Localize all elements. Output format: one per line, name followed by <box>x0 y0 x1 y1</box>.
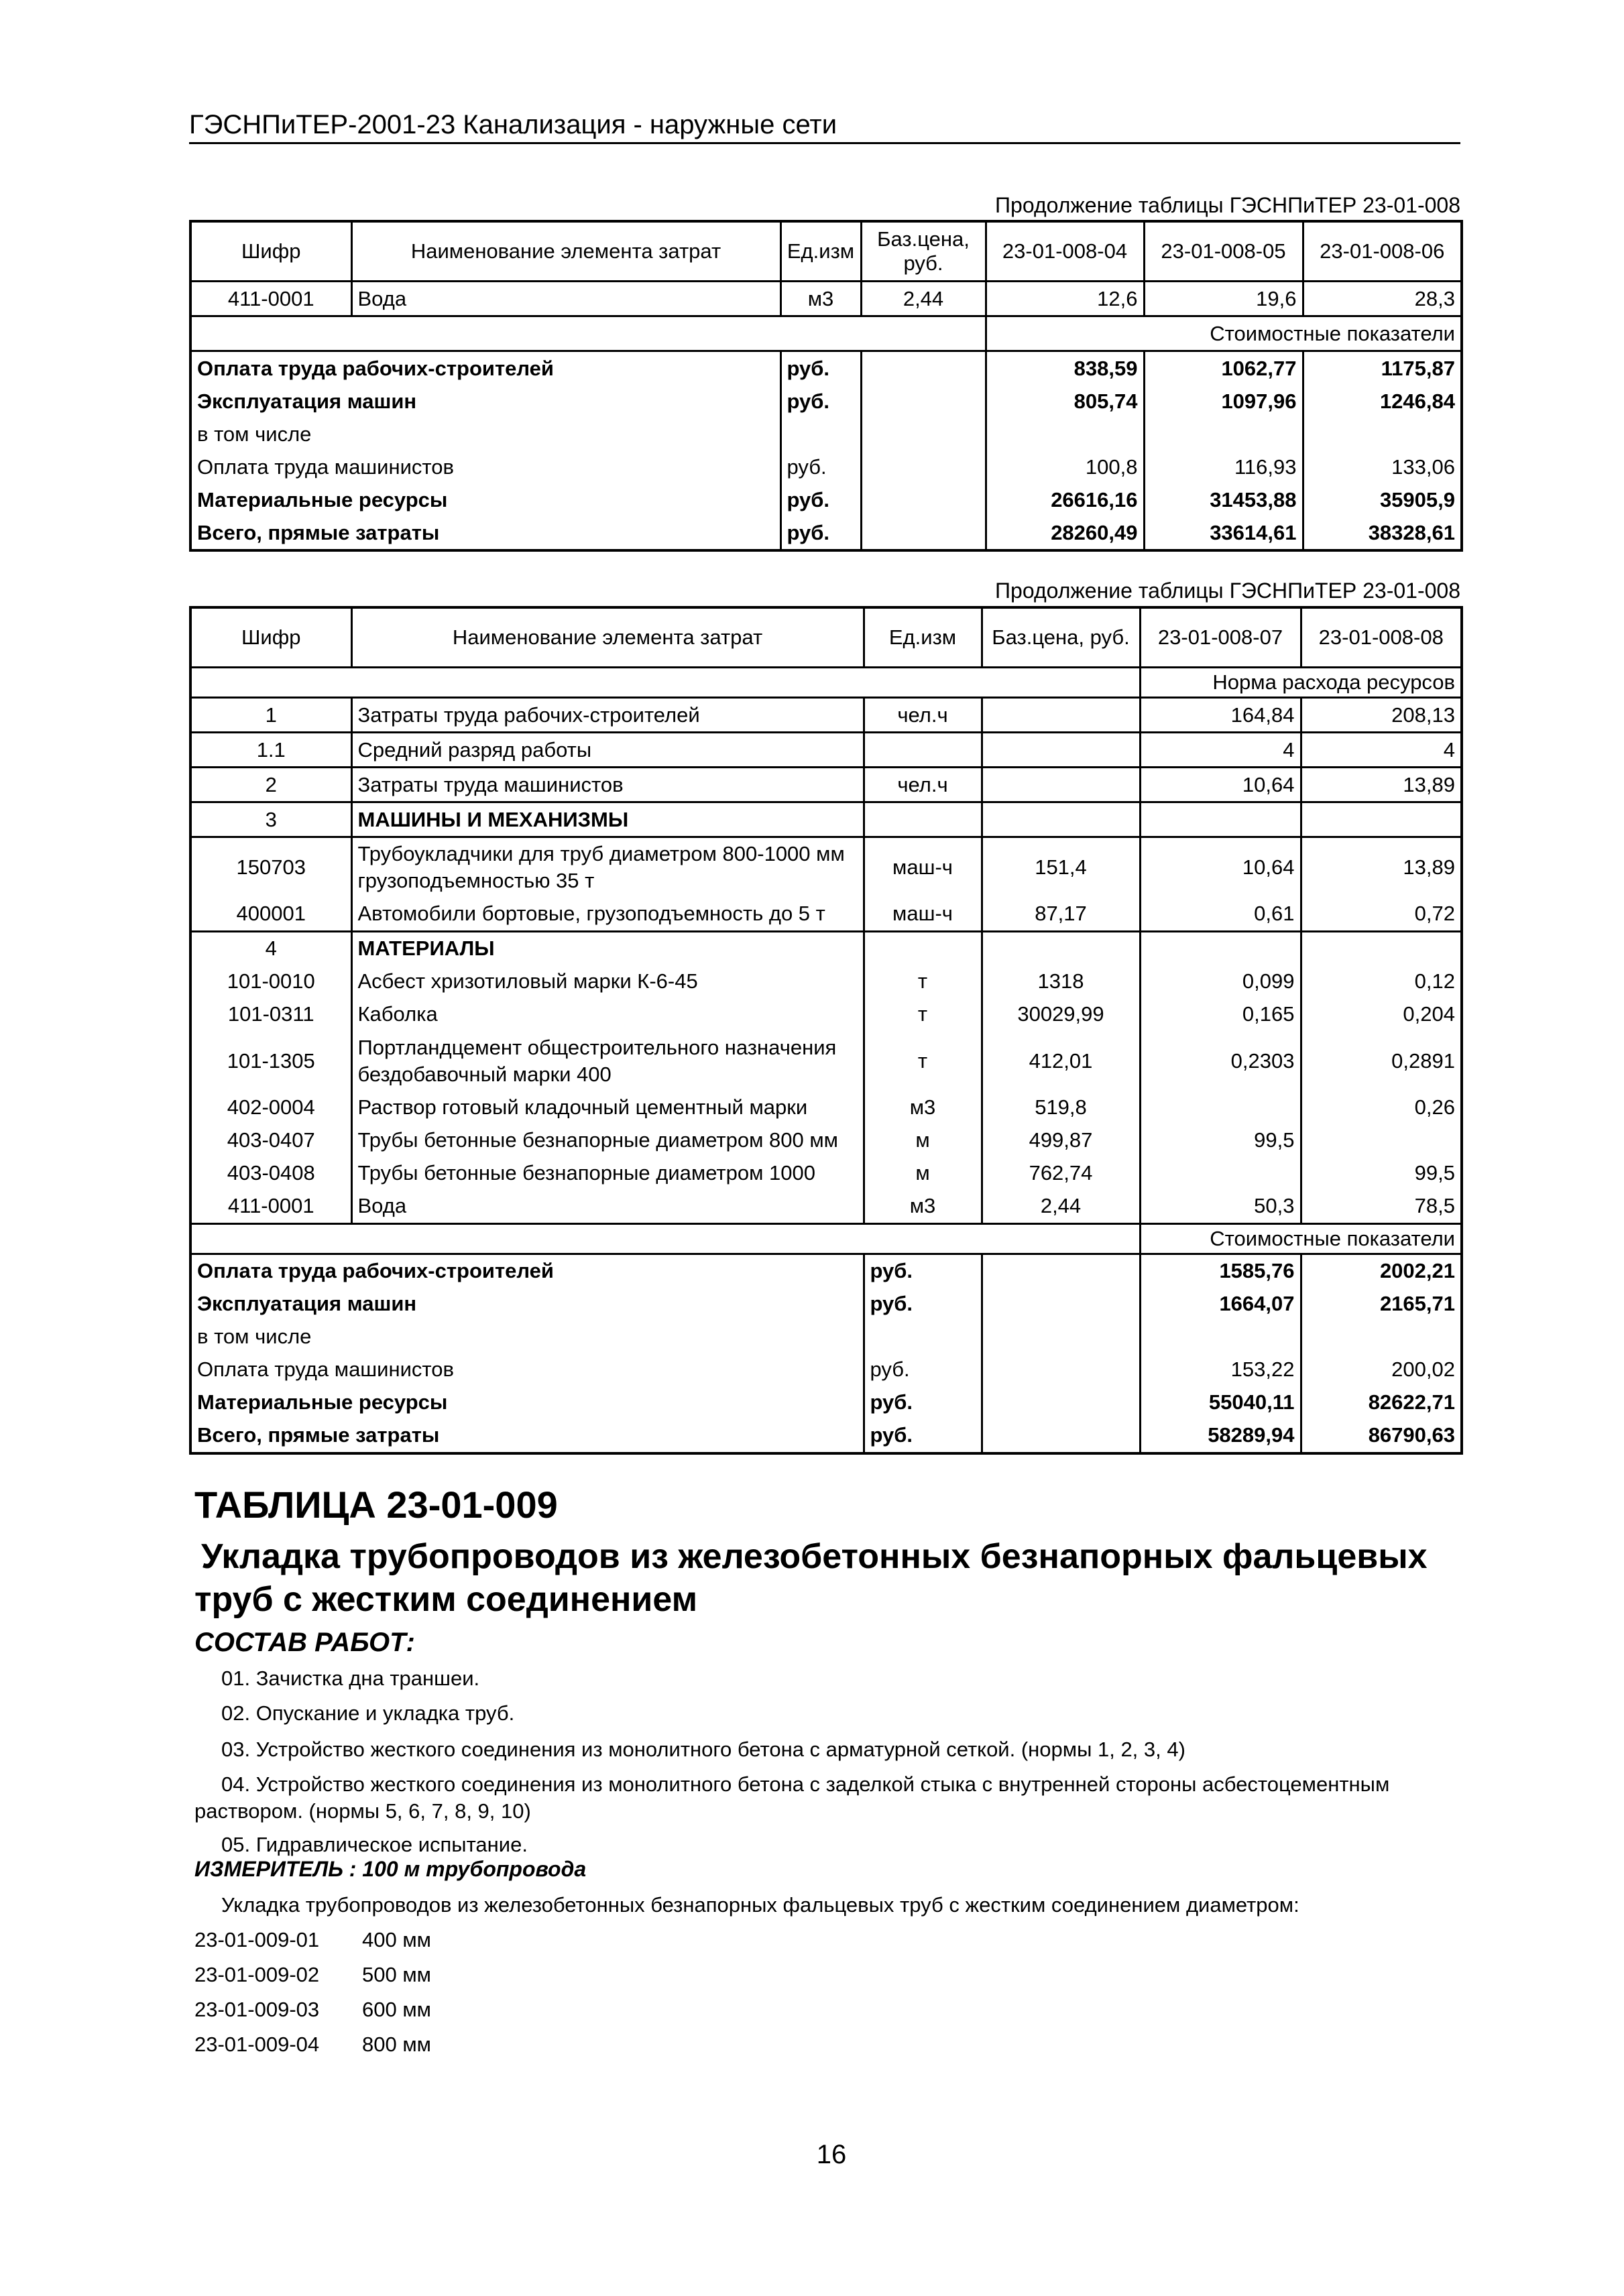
table-row: 150703 Трубоукладчики для труб диаметром 800-1000 мм грузоподъемностью 35 т маш-ч 151,4 10,64 13,89 <box>190 837 1462 898</box>
table-row: 411-0001 Вода м3 2,44 50,3 78,5 <box>190 1190 1462 1224</box>
table-row: 101-0010 Асбест хризотиловый марки К-6-45 т 1318 0,099 0,12 <box>190 965 1462 998</box>
col-header-price: Баз.цена, руб. <box>982 607 1140 668</box>
col-header-norm-08: 23-01-008-08 <box>1301 607 1462 668</box>
table-row: 4 МАТЕРИАЛЫ <box>190 931 1462 965</box>
table-row: 3 МАШИНЫ И МЕХАНИЗМЫ <box>190 802 1462 837</box>
work-item: 02. Опускание и укладка труб. <box>221 1701 515 1725</box>
table-row: в том числе <box>190 1321 1462 1353</box>
table-row: Всего, прямые затраты руб. 58289,94 86790,63 <box>190 1419 1462 1453</box>
section-label-cost: Стоимостные показатели <box>986 316 1462 351</box>
table-row: 1 Затраты труда рабочих-строителей чел.ч 164,84 208,13 <box>190 698 1462 733</box>
table-row: Материальные ресурсы руб. 55040,11 82622,71 <box>190 1386 1462 1419</box>
table-row: 402-0004 Раствор готовый кладочный цементный марки м3 519,8 0,26 <box>190 1091 1462 1124</box>
measure-label: ИЗМЕРИТЕЛЬ : <box>194 1857 357 1881</box>
variant-code: 23-01-009-03 <box>194 1998 320 2021</box>
description: Укладка трубопроводов из железобетонных безнапорных фальцевых труб с жестким соединением диаметром: <box>221 1893 1299 1917</box>
col-header-name: Наименование элемента затрат <box>351 607 864 668</box>
variant-value: 600 мм <box>362 1998 431 2021</box>
table-row: в том числе <box>190 418 1462 450</box>
table1-caption: Продолжение таблицы ГЭСНПиТЕР 23-01-008 <box>995 193 1460 217</box>
work-item: 01. Зачистка дна траншеи. <box>221 1667 480 1690</box>
col-header-norm-04: 23-01-008-04 <box>986 221 1144 282</box>
header-rule <box>189 142 1460 144</box>
work-item: 03. Устройство жесткого соединения из монолитного бетона с арматурной сеткой. (нормы 1, 2, 3, 4) <box>221 1738 1185 1761</box>
table1-header-row <box>190 221 1462 282</box>
measure-line <box>194 1854 586 1884</box>
col-header-unit: Ед.изм <box>780 221 861 282</box>
page-number: 16 <box>816 2140 847 2169</box>
table-row: Эксплуатация машин руб. 1664,07 2165,71 <box>190 1288 1462 1321</box>
table-row: 1.1 Средний разряд работы 4 4 <box>190 733 1462 768</box>
work-item-continuation: раствором. (нормы 5, 6, 7, 8, 9, 10) <box>194 1799 531 1823</box>
variant-value: 500 мм <box>362 1963 431 1986</box>
work-item: 05. Гидравлическое испытание. <box>221 1833 528 1856</box>
section-label-cost: Стоимостные показатели <box>1140 1223 1462 1254</box>
section-label-norm: Норма расхода ресурсов <box>1140 668 1462 698</box>
col-header-price: Баз.цена, руб. <box>861 221 986 282</box>
variant-value: 400 мм <box>362 1928 431 1951</box>
measure-value: 100 м трубопровода <box>362 1857 587 1881</box>
section-subtitle: Укладка трубопроводов из железобетонных безнапорных фальцевых труб с жестким соединением <box>194 1537 1428 1619</box>
table-row: Оплата труда машинистов руб. 100,8 116,93 133,06 <box>190 450 1462 483</box>
section-row <box>190 1223 1462 1254</box>
table2-header-row <box>190 607 1462 668</box>
running-header: ГЭСНПиТЕР-2001-23 Канализация - наружные сети <box>189 110 837 139</box>
table-row: Оплата труда рабочих-строителей руб. 838,59 1062,77 1175,87 <box>190 351 1462 385</box>
table-row: 101-1305 Портландцемент общестроительного назначения бездобавочный марки 400 т 412,01 0,2303 0,2891 <box>190 1031 1462 1091</box>
table-row: Материальные ресурсы руб. 26616,16 31453,88 35905,9 <box>190 483 1462 516</box>
table-row: Эксплуатация машин руб. 805,74 1097,96 1246,84 <box>190 385 1462 418</box>
table-row: 101-0311 Каболка т 30029,99 0,165 0,204 <box>190 998 1462 1031</box>
section-row <box>190 316 1462 351</box>
table-row: 400001 Автомобили бортовые, грузоподъемность до 5 т маш-ч 87,17 0,61 0,72 <box>190 898 1462 932</box>
table2 <box>189 606 1463 1455</box>
table-row: 2 Затраты труда машинистов чел.ч 10,64 13,89 <box>190 768 1462 802</box>
col-header-norm-07: 23-01-008-07 <box>1140 607 1301 668</box>
table-row: 403-0408 Трубы бетонные безнапорные диаметром 1000 м 762,74 99,5 <box>190 1157 1462 1190</box>
table-row: 403-0407 Трубы бетонные безнапорные диаметром 800 мм м 499,87 99,5 <box>190 1124 1462 1157</box>
col-header-code: Шифр <box>190 221 351 282</box>
table2-caption: Продолжение таблицы ГЭСНПиТЕР 23-01-008 <box>995 579 1460 603</box>
table-row: Оплата труда машинистов руб. 153,22 200,02 <box>190 1353 1462 1386</box>
table-row: Всего, прямые затраты руб. 28260,49 33614,61 38328,61 <box>190 516 1462 550</box>
col-header-norm-06: 23-01-008-06 <box>1303 221 1462 282</box>
table-row: 411-0001 Вода м3 2,44 12,6 19,6 28,3 <box>190 282 1462 316</box>
variant-code: 23-01-009-01 <box>194 1928 320 1951</box>
works-heading: СОСТАВ РАБОТ: <box>194 1628 415 1657</box>
col-header-code: Шифр <box>190 607 351 668</box>
variant-code: 23-01-009-04 <box>194 2033 320 2056</box>
work-item: 04. Устройство жесткого соединения из монолитного бетона с заделкой стыка с внутренней стороны асбестоцементным <box>221 1772 1390 1796</box>
col-header-norm-05: 23-01-008-05 <box>1144 221 1303 282</box>
variant-code: 23-01-009-02 <box>194 1963 320 1986</box>
table1 <box>189 220 1463 552</box>
variant-value: 800 мм <box>362 2033 431 2056</box>
section-title: ТАБЛИЦА 23-01-009 <box>194 1484 558 1526</box>
col-header-name: Наименование элемента затрат <box>351 221 780 282</box>
col-header-unit: Ед.изм <box>864 607 982 668</box>
table-row: Оплата труда рабочих-строителей руб. 1585,76 2002,21 <box>190 1254 1462 1288</box>
section-row <box>190 668 1462 698</box>
